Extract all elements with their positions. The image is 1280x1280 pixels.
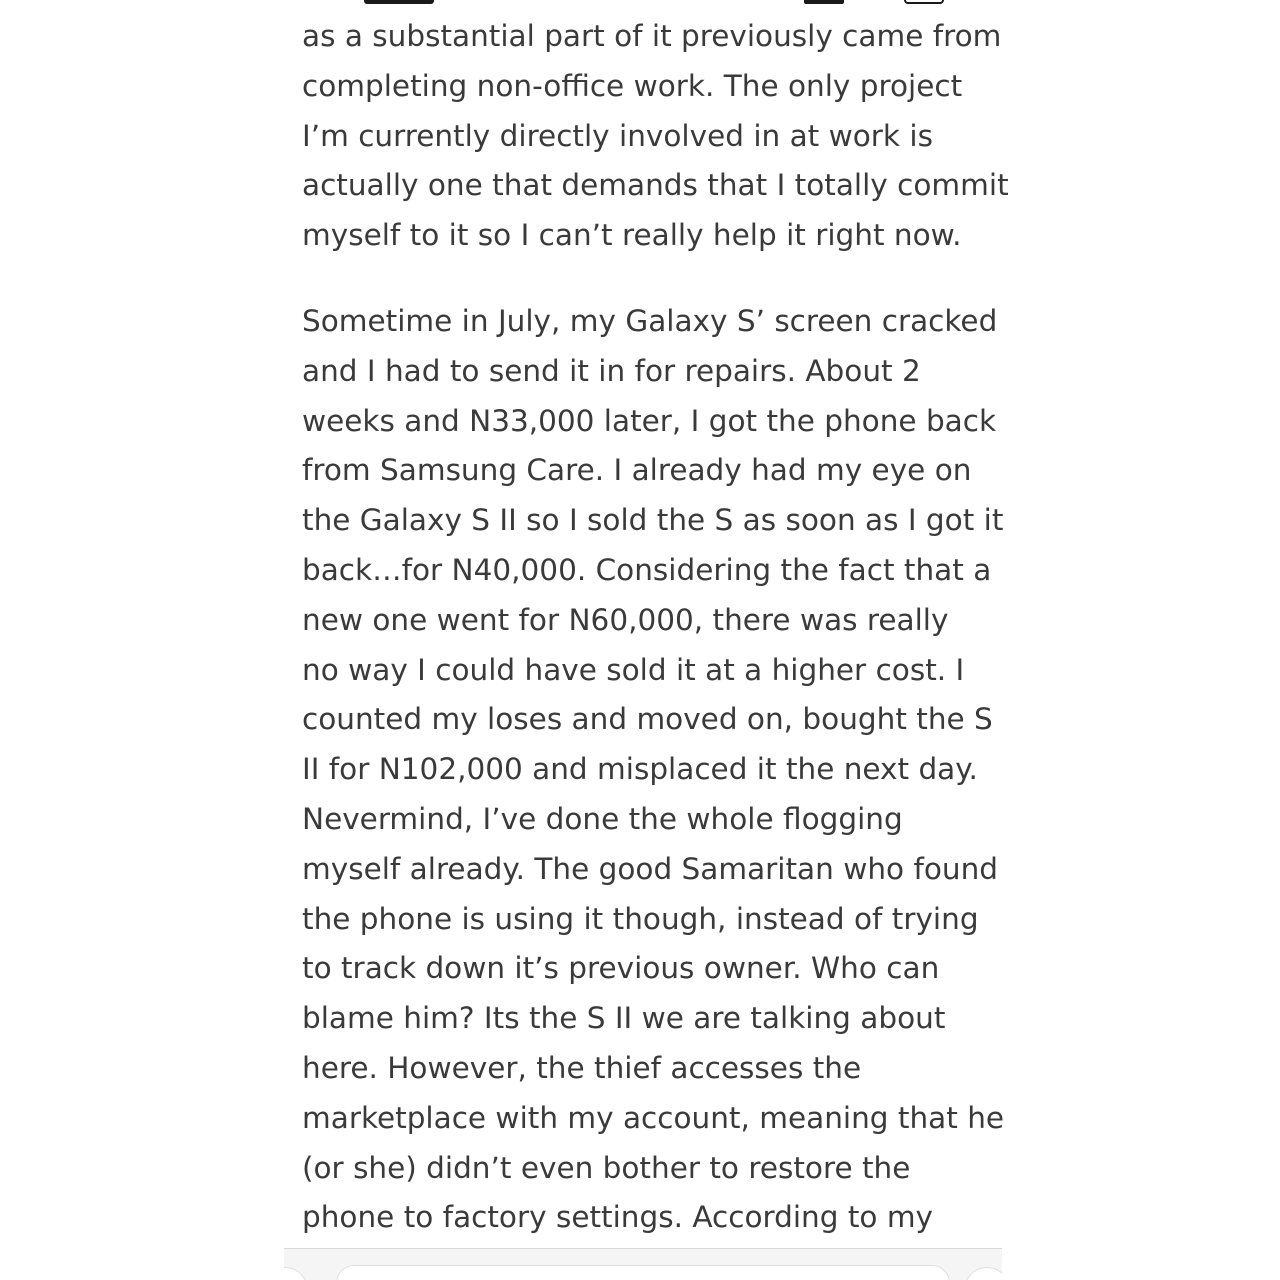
text-line: (or she) didn’t even bother to restore the [302, 1150, 911, 1185]
text-line: counted my loses and moved on, bought the S [302, 702, 993, 737]
text-line: Sometime in July, my Galaxy S’ screen cracked [302, 303, 998, 338]
status-bar [284, 0, 1002, 8]
text-line: no way I could have sold it at a higher cost. I [302, 652, 965, 687]
back-button[interactable] [284, 1267, 308, 1280]
text-line: marketplace with my account, meaning that he [302, 1100, 1005, 1135]
text-line: from Samsung Care. I already had my eye on [302, 453, 972, 488]
text-line: completing non-office work. The only project [302, 68, 963, 103]
text-line: here. However, the thief accesses the [302, 1050, 862, 1085]
text-line: phone to factory settings. According to my [302, 1200, 934, 1235]
text-line: myself to it so I can’t really help it right now. [302, 218, 962, 253]
battery-icon [904, 0, 944, 4]
text-line: the Galaxy S II so I sold the S as soon as I got it [302, 503, 1004, 538]
text-line: actually one that demands that I totally commit [302, 168, 1009, 203]
text-line: myself already. The good Samaritan who found [302, 851, 999, 886]
text-line: and I had to send it in for repairs. About 2 [302, 353, 921, 388]
status-time [364, 0, 434, 4]
paragraph [302, 297, 1005, 1243]
address-bar[interactable] [336, 1265, 950, 1280]
text-line: II for N102,000 and misplaced it the next day. [302, 752, 978, 787]
text-line: back…for N40,000. Considering the fact that a [302, 552, 992, 587]
text-line: the phone is using it though, instead of trying [302, 901, 979, 936]
text-line: I’m currently directly involved in at work is [302, 118, 933, 153]
text-line: blame him? Its the S II we are talking about [302, 1001, 946, 1036]
browser-bottom-toolbar [284, 1248, 1002, 1280]
text-line: as a substantial part of it previously came from [302, 19, 1002, 53]
paragraph-spacer [302, 261, 1002, 297]
text-line: weeks and N33,000 later, I got the phone back [302, 403, 997, 438]
text-line: Nevermind, I’ve done the whole flogging [302, 801, 903, 836]
text-line: new one went for N60,000, there was really [302, 602, 949, 637]
text-line: to track down it’s previous owner. Who can [302, 951, 940, 986]
tabs-button[interactable] [964, 1267, 1002, 1280]
paragraph [302, 12, 1009, 261]
signal-icon [804, 0, 844, 4]
article-body [302, 12, 1009, 1243]
